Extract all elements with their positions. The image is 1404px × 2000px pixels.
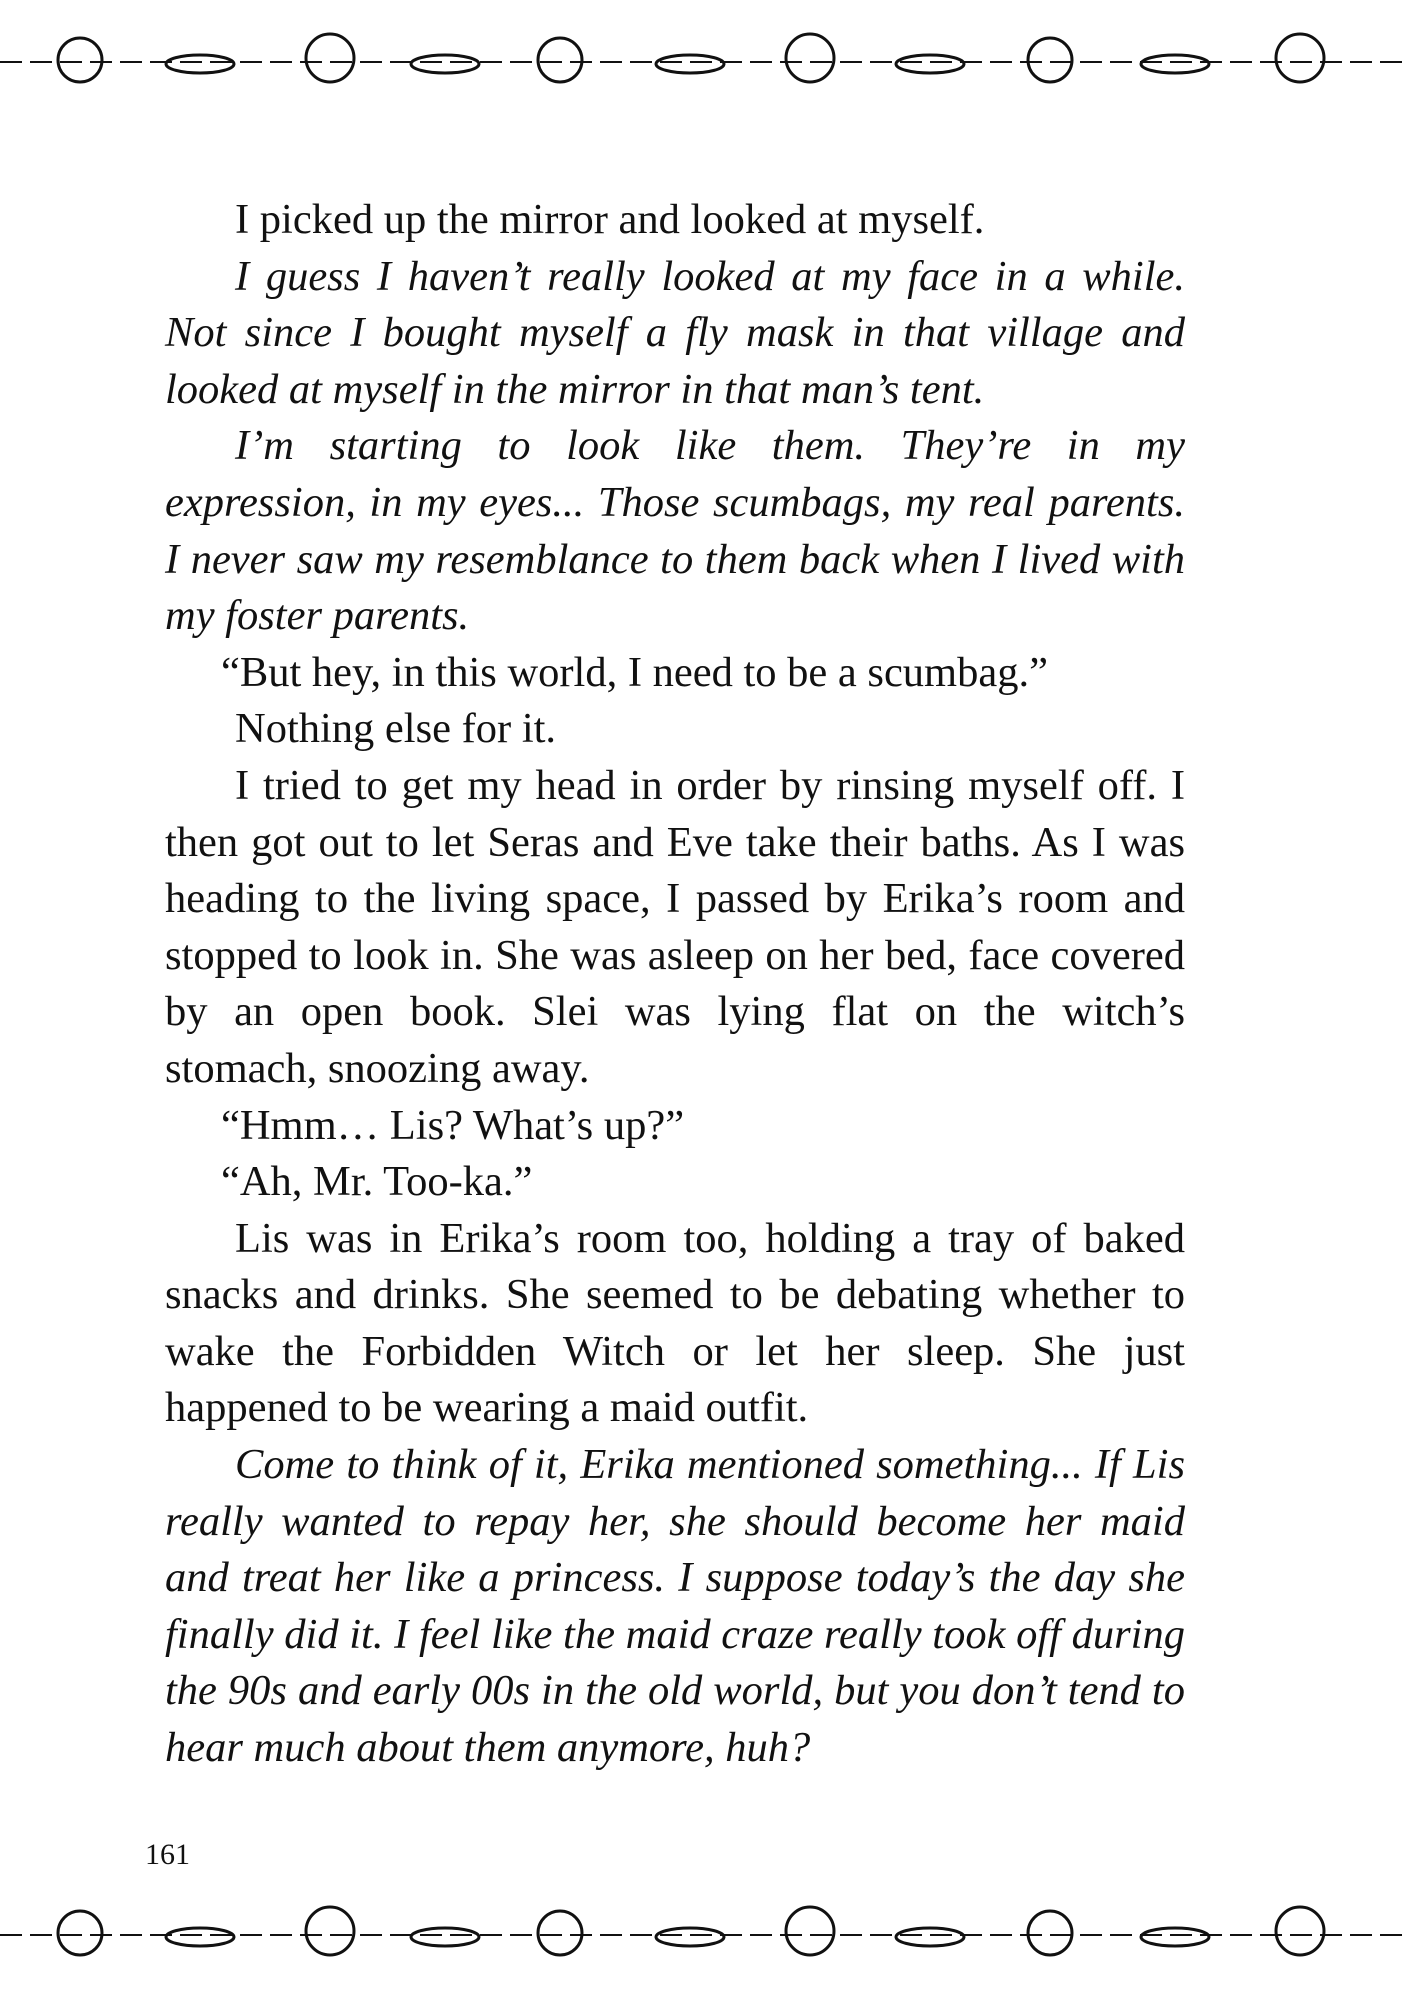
paragraph-6: I tried to get my head in order by rinsing myself off. I then got out to let Seras and Eve take their baths. As I was heading to the living space, I passed by Erika’s room and stopped to look in. She was asleep on her bed, face covered by an open book. Slei was lying flat on the witch’s stomach, snoozing away.	[165, 761, 1185, 1092]
paragraph-5: Nothing else for it.	[235, 705, 557, 753]
paragraph-9: Lis was in Erika’s room too, holding a tray of baked snacks and drinks. She seemed to be debating whether to wake the Forbidden Witch or let her sleep. She just happened to be wearing a maid outfit.	[165, 1214, 1185, 1432]
paragraph-2-thought: I guess I haven’t really looked at my face in a while. Not since I bought myself a fly mask in that village and looked at myself in the mirror in that man’s tent.	[165, 252, 1185, 413]
paragraph-8-dialogue: “Ah, Mr. Too-ka.”	[221, 1158, 533, 1206]
paragraph-3-thought: I’m starting to look like them. They’re in my expression, in my eyes... Those scumbags, my real parents. I never saw my resemblance to them back when I lived with my foster parents.	[165, 422, 1185, 640]
page-number: 161	[145, 1838, 190, 1871]
chain-border-bottom	[0, 1885, 1404, 1975]
paragraph-10-thought: Come to think of it, Erika mentioned something... If Lis really wanted to repay her, she should become her maid and treat her like a princess. I suppose today’s the day she finally did it. I feel like the maid craze really took off during the 90s and early 00s in the old world, but you don’t tend to hear much about them anymore, huh?	[165, 1441, 1185, 1772]
paragraph-4-dialogue: “But hey, in this world, I need to be a scumbag.”	[221, 648, 1048, 696]
book-page-text	[165, 192, 1185, 1777]
paragraph-1: I picked up the mirror and looked at myself.	[235, 196, 985, 243]
paragraph-7-dialogue: “Hmm… Lis? What’s up?”	[221, 1101, 685, 1149]
chain-border-top	[0, 12, 1404, 102]
